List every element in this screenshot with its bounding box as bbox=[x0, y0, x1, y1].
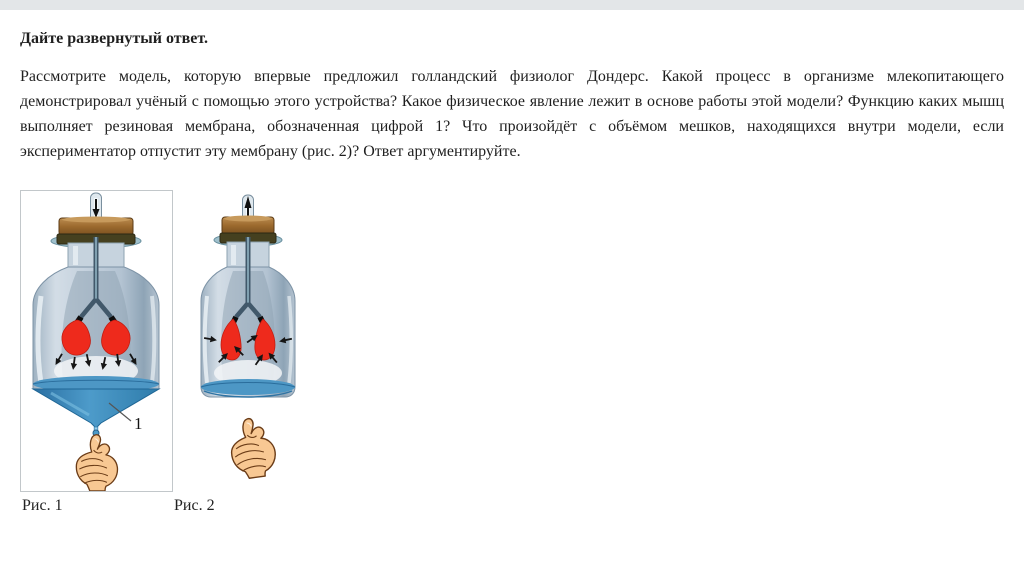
question-page bbox=[0, 29, 1024, 525]
top-bar bbox=[0, 0, 1024, 10]
question-text: Рассмотрите модель, которую впервые предложил голландский физиолог Дондерс. Какой процесс в организме млекопитающего демонстрировал учёный с помощью этого устройства? Какое физическое явление лежит в основе работы этой модели? Функцию каких мышц выполняет резиновая мембрана, обозначенная цифрой 1? Что произойдёт с объёмом мешков, находящихся внутри модели, если экспериментатор отпустит эту мембрану (рис. 2)? Ответ аргументируйте. bbox=[20, 68, 1004, 160]
figure-2 bbox=[193, 191, 305, 483]
donders-model-figure-2 bbox=[193, 191, 305, 483]
rubber-membrane bbox=[201, 379, 295, 397]
figure-2-caption: Рис. 2 bbox=[174, 497, 215, 514]
donders-model-figure-1 bbox=[21, 191, 172, 491]
membrane-label: 1 bbox=[134, 414, 143, 433]
figure-1-frame bbox=[20, 190, 173, 492]
page-title: Дайте развернутый ответ. bbox=[20, 30, 208, 47]
relaxed-hand bbox=[227, 416, 278, 481]
figures-block bbox=[20, 190, 1004, 525]
figure-1-caption: Рис. 1 bbox=[22, 497, 63, 514]
pulling-hand bbox=[76, 435, 117, 491]
